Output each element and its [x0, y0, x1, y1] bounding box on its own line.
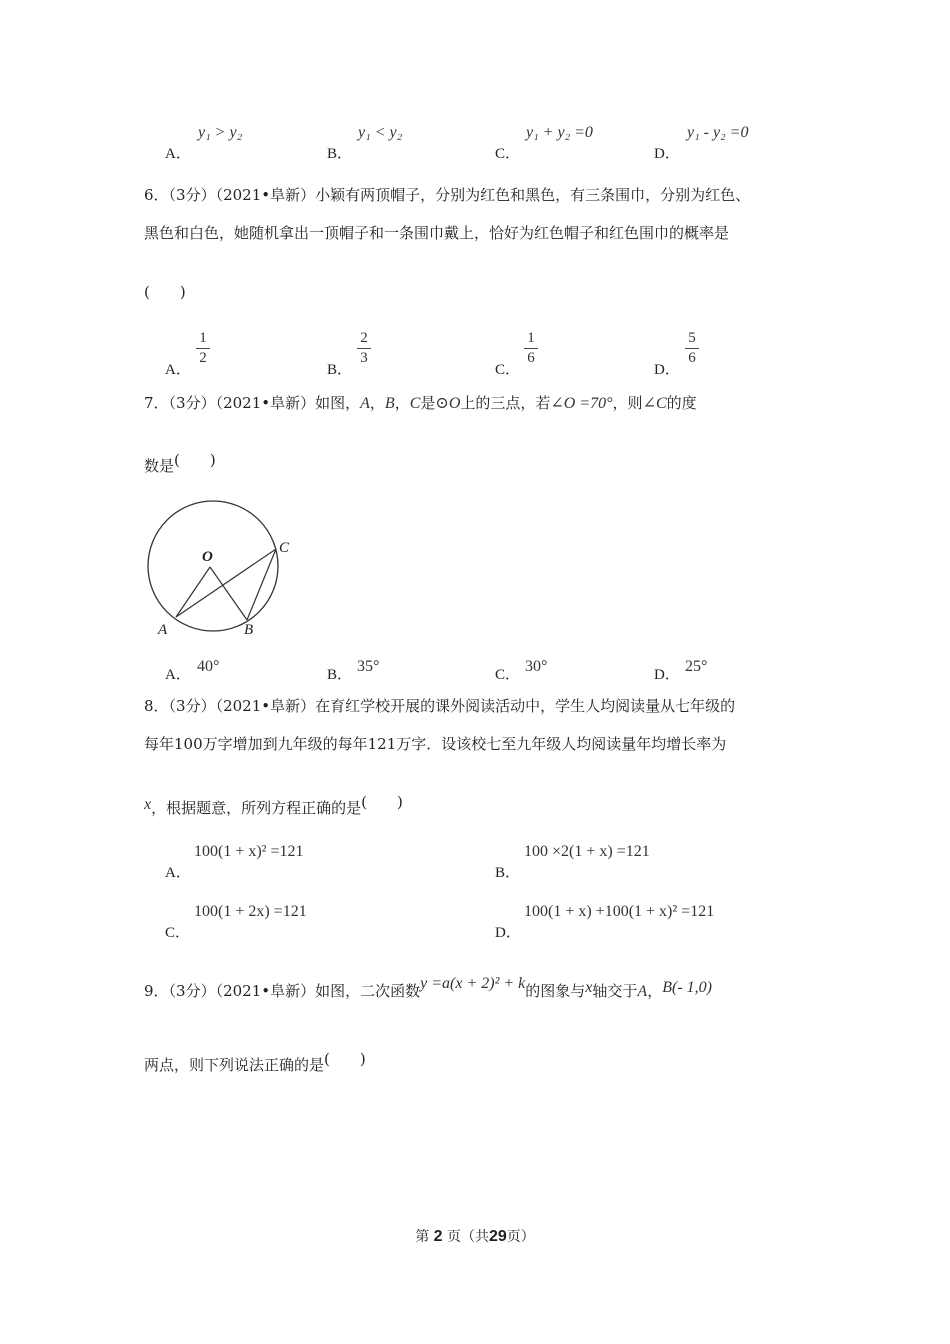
footer-prefix: 第: [415, 1229, 430, 1245]
q9-comma: ，: [647, 982, 663, 1000]
q5-option-b-label: B．: [327, 146, 353, 162]
q6-line2: 黑色和白色，她随机拿出一顶帽子和一条围巾戴上，恰好为红色帽子和红色围巾的概率是: [144, 224, 730, 242]
q5-option-a-expr: y₁ > y₂: [198, 124, 243, 141]
q7-figure-segment-oa: [176, 567, 210, 617]
q9-line1: [144, 975, 712, 1002]
q9-line2: [144, 1050, 366, 1075]
q7-comma-2: ，: [394, 394, 410, 412]
q8-line2: 每年100万字增加到九年级的每年121万字．设该校七至九年级人均阅读量年均增长率为: [144, 735, 727, 753]
q7-option-b-label: B．: [327, 667, 353, 683]
q6-option-c-label: C．: [495, 362, 521, 378]
q7-figure-label-a: A: [158, 622, 168, 638]
q8-line1: 8．（3分）（2021•阜新）在育红学校开展的课外阅读活动中，学生人均阅读量从七年级的: [144, 697, 736, 715]
q8-option-a-label: A．: [165, 865, 191, 881]
q6-answer-paren: ( ): [144, 283, 186, 301]
footer-suffix: 页）: [506, 1229, 535, 1245]
q7-figure-segment-ac: [176, 549, 276, 617]
q7-option-d-label: D．: [654, 667, 680, 683]
q8-option-a-expr: 100(1 + x)² =121: [194, 843, 304, 860]
page-footer: [0, 1226, 950, 1246]
q9-variable-x: x: [585, 979, 593, 996]
q5-option-c-label: C．: [495, 146, 521, 162]
q8-option-b-label: B．: [495, 865, 521, 881]
q7-option-b-value: 35°: [357, 658, 380, 675]
q6-option-c-fraction: 1 6: [524, 330, 538, 367]
q9-function: y =a(x + 2)² + k: [420, 975, 526, 992]
q7-then: ，则: [612, 394, 643, 412]
q7-prefix: 7．（3分）（2021•阜新）如图，: [144, 394, 361, 412]
q8-option-d-label: D．: [495, 925, 521, 941]
q9-point-a: A: [637, 983, 648, 1000]
q7-angle-o: ∠O =70°: [550, 395, 613, 412]
q9-point-b: B(- 1,0): [662, 979, 712, 996]
q6-option-d-fraction: 5 6: [685, 330, 699, 367]
q7-point-c: C: [409, 395, 421, 412]
q7-is: 是: [420, 394, 436, 412]
q6-line1: 6．（3分）（2021•阜新）小颖有两顶帽子，分别为红色和黑色，有三条围巾，分别为红色、: [144, 186, 751, 204]
q8-line3-text: ，根据题意，所列方程正确的是: [151, 799, 362, 817]
q7-circle-o: ⊙O: [435, 395, 461, 412]
q7-point-b: B: [384, 395, 395, 412]
q7-point-a: A: [360, 395, 370, 412]
q7-line2-text: 数是: [144, 457, 175, 475]
q7-option-a-value: 40°: [197, 658, 220, 675]
q7-answer-paren: ( ): [174, 451, 216, 469]
q7-tail: 的度: [666, 394, 697, 412]
q8-option-c-expr: 100(1 + 2x) =121: [194, 903, 307, 920]
q7-line2: [144, 451, 216, 476]
q5-option-d-label: D．: [654, 146, 680, 162]
q7-angle-c: ∠C: [642, 395, 667, 412]
q7-figure-label-b: B: [244, 622, 254, 638]
q5-option-b-expr: y₁ < y₂: [358, 124, 403, 141]
q7-option-a-label: A．: [165, 667, 191, 683]
q6-option-b-fraction: 2 3: [357, 330, 371, 367]
q8-option-b-expr: 100 ×2(1 + x) =121: [524, 843, 650, 860]
q6-option-a-fraction: 1 2: [196, 330, 210, 367]
q9-line2-text: 两点，则下列说法正确的是: [144, 1056, 325, 1074]
q7-figure-segment-ob: [210, 567, 247, 620]
q7-mid-text: 上的三点，若: [460, 394, 551, 412]
q7-figure-label-o: O: [202, 549, 213, 565]
q9-answer-paren: ( ): [324, 1050, 366, 1068]
q7-line1: [144, 393, 697, 414]
q8-option-d-expr: 100(1 + x) +100(1 + x)² =121: [524, 903, 715, 920]
q5-option-c-expr: y₁ + y₂ =0: [526, 124, 593, 141]
q6-option-d-label: D．: [654, 362, 680, 378]
q7-figure-label-c: C: [279, 540, 290, 556]
footer-mid: 页（共: [447, 1229, 489, 1245]
q9-mid2-text: 轴交于: [592, 982, 638, 1000]
q6-option-a-label: A．: [165, 362, 191, 378]
q9-mid-text: 的图象与: [525, 982, 586, 1000]
q8-answer-paren: ( ): [361, 793, 403, 811]
q6-option-b-label: B．: [327, 362, 353, 378]
q5-option-a-label: A．: [165, 146, 191, 162]
footer-page-number: 2: [433, 1228, 443, 1245]
q9-prefix: 9．（3分）（2021•阜新）如图，二次函数: [144, 982, 421, 1000]
q5-option-d-expr: y₁ - y₂ =0: [687, 124, 749, 141]
q8-line3: [144, 793, 403, 819]
q8-option-c-label: C．: [165, 925, 191, 941]
q7-circle-figure: [140, 500, 310, 640]
q7-option-d-value: 25°: [685, 658, 708, 675]
q7-figure-circle: [148, 501, 278, 631]
footer-total-pages: 29: [489, 1228, 507, 1245]
q7-comma-1: ，: [369, 394, 385, 412]
q7-option-c-value: 30°: [525, 658, 548, 675]
q7-option-c-label: C．: [495, 667, 521, 683]
q8-variable-x: x: [144, 796, 152, 813]
